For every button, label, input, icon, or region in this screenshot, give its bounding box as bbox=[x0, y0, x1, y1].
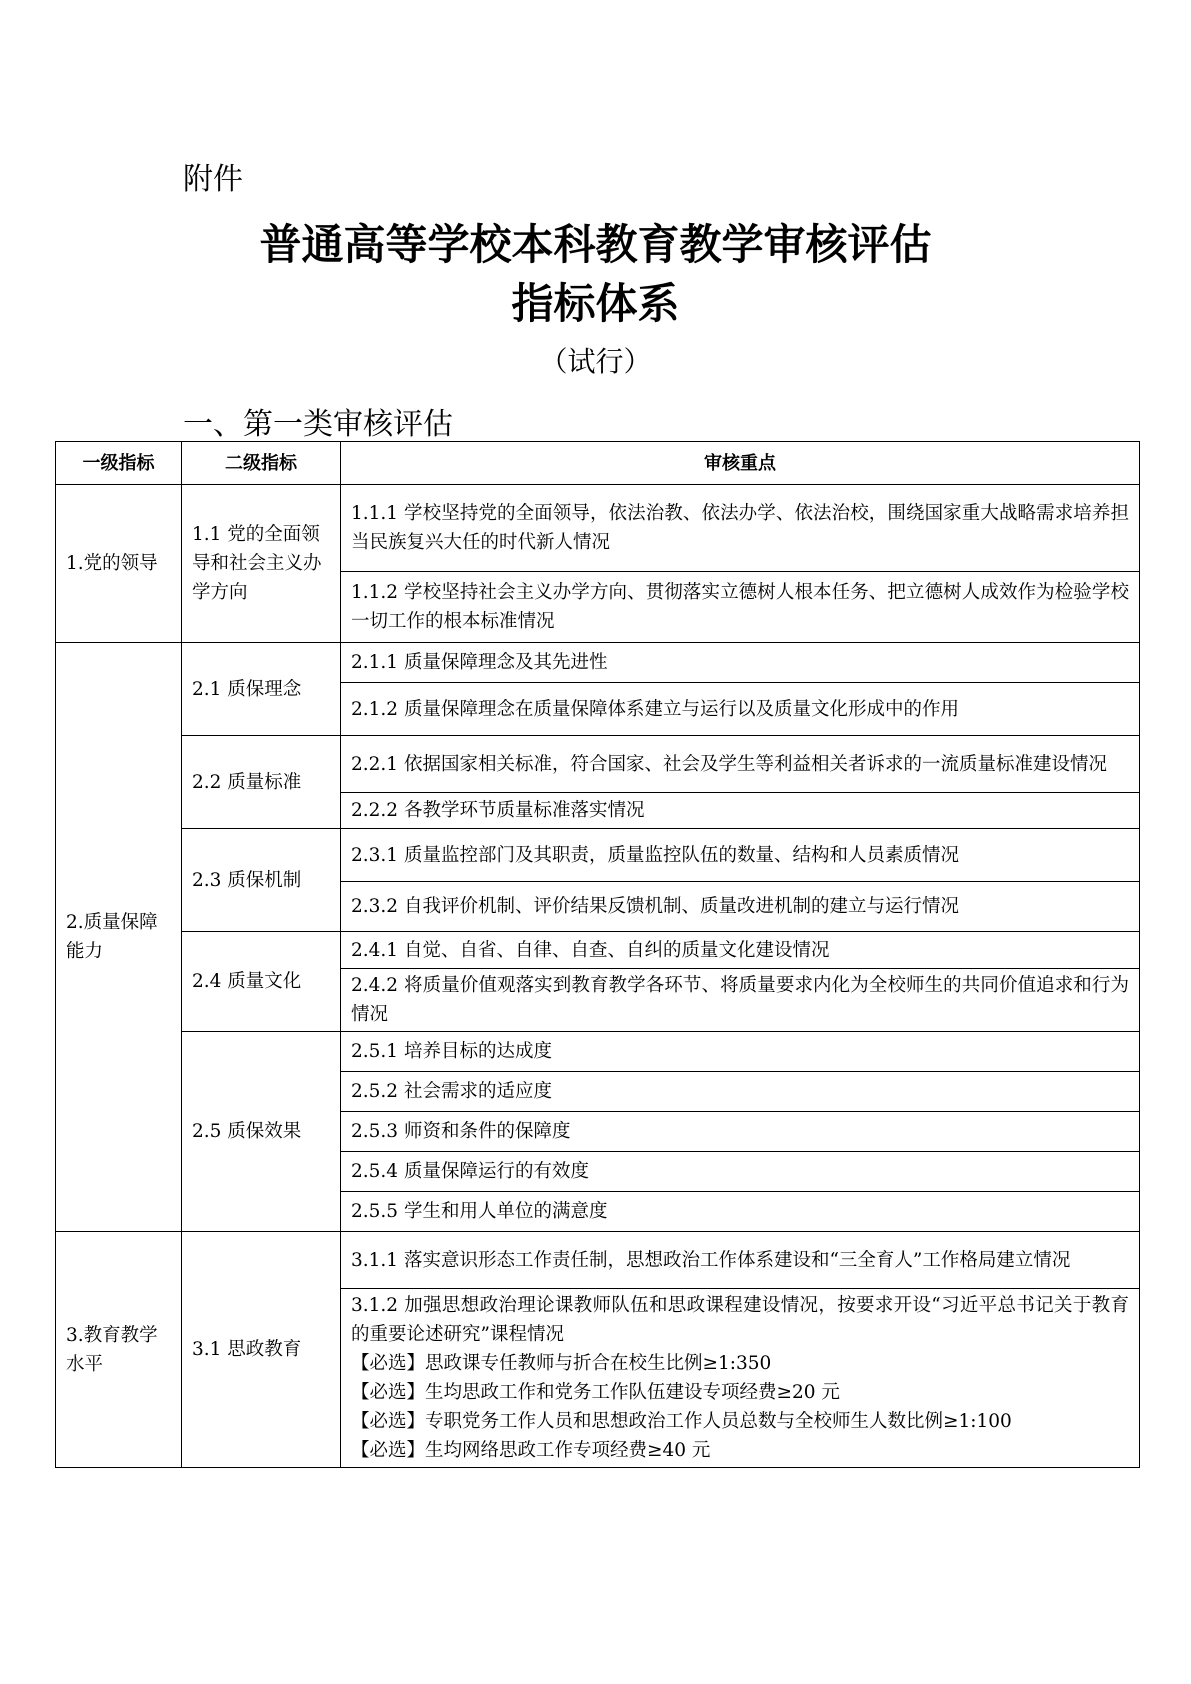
table-row bbox=[56, 1032, 1140, 1072]
header-level1: 一级指标 bbox=[56, 442, 182, 485]
level1-cell: 1.党的领导 bbox=[56, 485, 182, 643]
level2-cell: 2.1 质保理念 bbox=[182, 643, 341, 736]
table-row bbox=[56, 932, 1140, 969]
table-row bbox=[56, 829, 1140, 882]
level2-cell: 1.1 党的全面领导和社会主义办学方向 bbox=[182, 485, 341, 643]
attachment-label: 附件 bbox=[183, 162, 243, 197]
key-point-cell: 1.1.2 学校坚持社会主义办学方向、贯彻落实立德树人根本任务、把立德树人成效作为检验学校一切工作的根本标准情况 bbox=[341, 572, 1140, 643]
document-subtitle: （试行） bbox=[539, 345, 652, 378]
table-row bbox=[56, 1232, 1140, 1289]
key-point-cell: 3.1.1 落实意识形态工作责任制，思想政治工作体系建设和“三全育人”工作格局建立情况 bbox=[341, 1232, 1140, 1289]
evaluation-index-table bbox=[55, 441, 1140, 1468]
level2-cell: 2.5 质保效果 bbox=[182, 1032, 341, 1232]
key-point-text: 3.1.2 加强思想政治理论课教师队伍和思政课程建设情况，按要求开设“习近平总书记关于教育的重要论述研究”课程情况 bbox=[351, 1295, 1129, 1345]
document-title-line2: 指标体系 bbox=[511, 279, 680, 328]
level2-cell: 2.4 质量文化 bbox=[182, 932, 341, 1032]
key-point-cell: 2.5.3 师资和条件的保障度 bbox=[341, 1112, 1140, 1152]
level2-cell: 2.3 质保机制 bbox=[182, 829, 341, 932]
key-point-cell: 2.5.2 社会需求的适应度 bbox=[341, 1072, 1140, 1112]
level2-cell: 3.1 思政教育 bbox=[182, 1232, 341, 1468]
table-header-row bbox=[56, 442, 1140, 485]
key-point-cell: 2.5.5 学生和用人单位的满意度 bbox=[341, 1192, 1140, 1232]
document-title-line1: 普通高等学校本科教育教学审核评估 bbox=[259, 220, 932, 269]
key-point-cell: 2.2.1 依据国家相关标准，符合国家、社会及学生等利益相关者诉求的一流质量标准建设情况 bbox=[341, 736, 1140, 793]
key-point-cell bbox=[341, 1289, 1140, 1468]
table-row bbox=[56, 643, 1140, 683]
key-point-cell: 2.3.2 自我评价机制、评价结果反馈机制、质量改进机制的建立与运行情况 bbox=[341, 882, 1140, 932]
key-point-cell: 1.1.1 学校坚持党的全面领导，依法治教、依法办学、依法治校，围绕国家重大战略需求培养担当民族复兴大任的时代新人情况 bbox=[341, 485, 1140, 572]
key-point-cell: 2.5.4 质量保障运行的有效度 bbox=[341, 1152, 1140, 1192]
level1-cell: 2.质量保障能力 bbox=[56, 643, 182, 1232]
table-row bbox=[56, 736, 1140, 793]
level1-cell: 3.教育教学水平 bbox=[56, 1232, 182, 1468]
header-level2: 二级指标 bbox=[182, 442, 341, 485]
required-item: 【必选】生均网络思政工作专项经费≥40 元 bbox=[351, 1440, 711, 1461]
key-point-cell: 2.1.1 质量保障理念及其先进性 bbox=[341, 643, 1140, 683]
section-heading: 一、第一类审核评估 bbox=[183, 407, 453, 442]
required-item: 【必选】专职党务工作人员和思想政治工作人员总数与全校师生人数比例≥1:100 bbox=[351, 1411, 1012, 1432]
header-key-points: 审核重点 bbox=[341, 442, 1140, 485]
key-point-cell: 2.5.1 培养目标的达成度 bbox=[341, 1032, 1140, 1072]
key-point-cell: 2.4.2 将质量价值观落实到教育教学各环节、将质量要求内化为全校师生的共同价值追求和行为情况 bbox=[341, 969, 1140, 1032]
table-row bbox=[56, 485, 1140, 572]
key-point-cell: 2.4.1 自觉、自省、自律、自查、自纠的质量文化建设情况 bbox=[341, 932, 1140, 969]
key-point-cell: 2.2.2 各教学环节质量标准落实情况 bbox=[341, 793, 1140, 829]
level2-cell: 2.2 质量标准 bbox=[182, 736, 341, 829]
required-item: 【必选】思政课专任教师与折合在校生比例≥1:350 bbox=[351, 1353, 772, 1374]
required-item: 【必选】生均思政工作和党务工作队伍建设专项经费≥20 元 bbox=[351, 1382, 840, 1403]
key-point-cell: 2.1.2 质量保障理念在质量保障体系建立与运行以及质量文化形成中的作用 bbox=[341, 683, 1140, 736]
key-point-cell: 2.3.1 质量监控部门及其职责，质量监控队伍的数量、结构和人员素质情况 bbox=[341, 829, 1140, 882]
